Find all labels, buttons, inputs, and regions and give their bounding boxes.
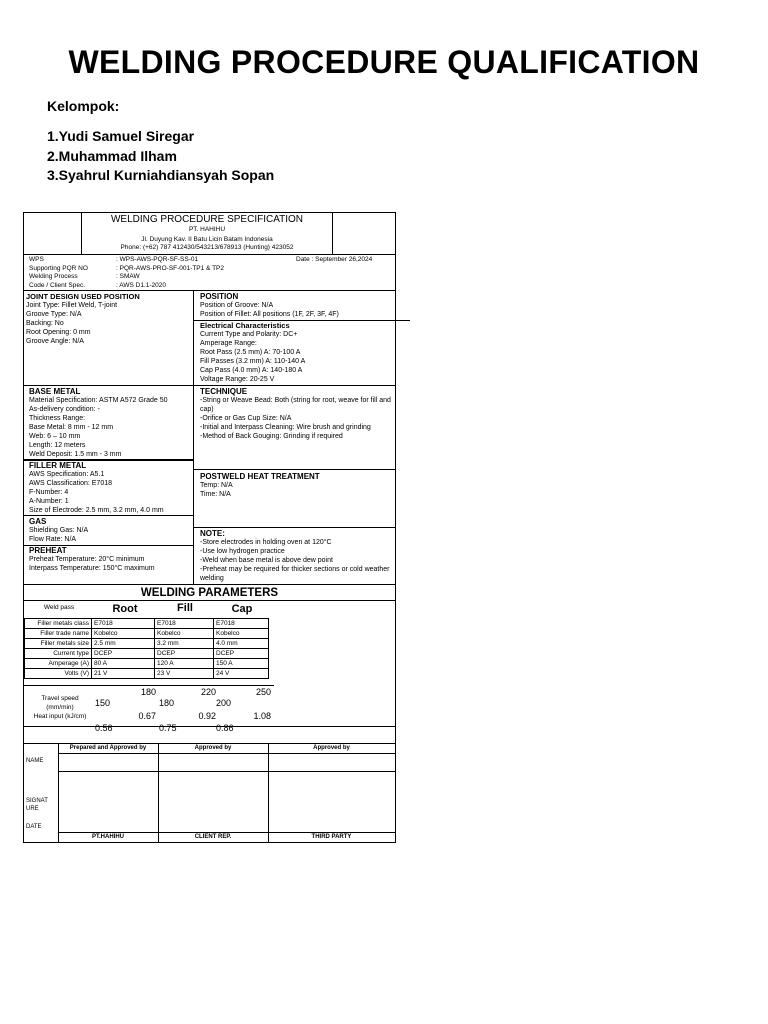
section-title: POSTWELD HEAT TREATMENT bbox=[200, 472, 320, 481]
approval-header: Prepared and Approved by bbox=[69, 745, 147, 751]
section-line: Flow Rate: N/A bbox=[29, 536, 77, 543]
gas-section bbox=[29, 517, 193, 544]
section-line: Groove Type: N/A bbox=[26, 311, 82, 318]
company-name: PT. HAHIHU bbox=[188, 226, 226, 233]
section-line: AWS Specification: A5.1 bbox=[29, 471, 105, 478]
company-phone: Phone: (+62) 787 412430/543213/678913 (Hunting) 423052 bbox=[120, 244, 294, 251]
cell: 80 A bbox=[92, 659, 155, 669]
table-row bbox=[25, 649, 269, 659]
approval-row-label: NAME bbox=[26, 758, 44, 764]
section-line: Voltage Range: 20-25 V bbox=[200, 376, 275, 383]
annotation-line bbox=[396, 320, 410, 321]
parameters-table bbox=[24, 618, 269, 679]
section-line: Base Metal: 8 mm - 12 mm bbox=[29, 424, 114, 431]
row-label: Volts (V) bbox=[25, 669, 92, 679]
approval-party: CLIENT REP. bbox=[194, 834, 232, 840]
section-line: Amperage Range: bbox=[200, 340, 257, 347]
section-line: Shielding Gas: N/A bbox=[29, 527, 89, 534]
member-item: 2.Muhammad Ilham bbox=[47, 147, 177, 164]
travel-speed-min: 150 bbox=[95, 698, 111, 708]
section-line: Backing: No bbox=[26, 320, 64, 327]
grid-line bbox=[58, 743, 59, 842]
section-line: Length: 12 meters bbox=[29, 442, 86, 449]
wps-form bbox=[23, 212, 396, 843]
cell: DCEP bbox=[214, 649, 269, 659]
section-line: As-delivery condition: - bbox=[29, 406, 100, 413]
section-line: Position of Fillet: All positions (1F, 2F, 3F, 4F) bbox=[200, 311, 339, 318]
column-fill: Fill bbox=[177, 602, 193, 614]
member-item: 1.Yudi Samuel Siregar bbox=[47, 128, 195, 144]
section-line: Root Pass (2.5 mm) A: 70-100 A bbox=[200, 349, 301, 356]
company-address: Jl. Duyung Kav. II Batu Licin Batam Indonesia bbox=[141, 236, 273, 243]
section-line: Cap Pass (4.0 mm) A: 140-180 A bbox=[200, 367, 303, 374]
section-line: Root Opening: 0 mm bbox=[26, 329, 91, 336]
preheat-section bbox=[29, 546, 193, 573]
section-line: Current Type and Polarity: DC+ bbox=[200, 331, 298, 338]
heat-input-label: Heat input (kJ/cm) bbox=[33, 713, 87, 720]
position-section bbox=[200, 292, 395, 319]
section-line: A-Number: 1 bbox=[29, 498, 69, 505]
divider bbox=[24, 685, 274, 686]
travel-speed-max: 180 bbox=[140, 687, 156, 697]
divider bbox=[194, 385, 395, 386]
base-metal-section bbox=[29, 387, 193, 459]
cell: E7018 bbox=[155, 619, 214, 629]
table-row bbox=[25, 639, 269, 649]
section-line: -Orifice or Gas Cup Size: N/A bbox=[200, 415, 292, 422]
heat-input-max: 1.08 bbox=[253, 711, 271, 721]
travel-speed-max: 220 bbox=[200, 687, 216, 697]
approval-row-label: DATE bbox=[26, 824, 42, 830]
section-line: Interpass Temperature: 150°C maximum bbox=[29, 565, 155, 572]
cell: 3.2 mm bbox=[155, 639, 214, 649]
section-title: TECHNIQUE bbox=[200, 387, 248, 396]
cell: 24 V bbox=[214, 669, 269, 679]
heat-input-min: 0.56 bbox=[95, 723, 113, 733]
column-root: Root bbox=[112, 603, 138, 615]
section-title: JOINT DESIGN USED POSITION bbox=[26, 292, 140, 301]
section-line: Weld Deposit: 1.5 mm - 3 mm bbox=[29, 451, 122, 458]
section-line: -Use low hydrogen practice bbox=[200, 548, 285, 555]
page-title: WELDING PROCEDURE QUALIFICATION bbox=[68, 44, 700, 80]
parameters-area bbox=[24, 601, 395, 733]
logo-box bbox=[24, 213, 82, 254]
grid-line bbox=[58, 753, 395, 754]
section-title: POSITION bbox=[200, 292, 239, 301]
heat-input-max: 0.92 bbox=[198, 711, 216, 721]
grid-line bbox=[58, 771, 395, 772]
section-title: BASE METAL bbox=[29, 387, 81, 396]
section-line: AWS Classification: E7018 bbox=[29, 480, 112, 487]
section-line: -Preheat may be required for thicker sections or cold weather welding bbox=[200, 566, 390, 582]
approval-party: PT.HAHIHU bbox=[91, 834, 124, 840]
section-line: -Store electrodes in holding oven at 120°C bbox=[200, 539, 332, 546]
cell: 150 A bbox=[214, 659, 269, 669]
section-line: Preheat Temperature: 20°C minimum bbox=[29, 556, 145, 563]
section-line: Fill Passes (3.2 mm) A: 110-140 A bbox=[200, 358, 306, 365]
cell: 4.0 mm bbox=[214, 639, 269, 649]
cell: 120 A bbox=[155, 659, 214, 669]
approval-row-label: SIGNAT URE bbox=[26, 798, 48, 812]
cell: Kobelco bbox=[92, 629, 155, 639]
electrical-section bbox=[200, 321, 395, 384]
section-title: NOTE: bbox=[200, 529, 225, 538]
row-label: Current type bbox=[25, 649, 92, 659]
info-labels bbox=[29, 256, 114, 290]
section-line: F-Number: 4 bbox=[29, 489, 69, 496]
approval-block bbox=[24, 743, 395, 842]
table-row bbox=[25, 619, 269, 629]
travel-speed-label: Travel speed (mm/min) bbox=[41, 695, 79, 711]
column-divider bbox=[193, 291, 194, 584]
cell: E7018 bbox=[214, 619, 269, 629]
info-block bbox=[24, 255, 395, 291]
cell: Kobelco bbox=[155, 629, 214, 639]
column-cap: Cap bbox=[231, 603, 253, 615]
section-line: Thickness Range: bbox=[29, 415, 86, 422]
divider bbox=[194, 527, 395, 528]
grid-line bbox=[268, 743, 269, 842]
note-section bbox=[200, 529, 393, 583]
info-value: : PQR-AWS-PRO-SF-001-TP1 & TP2 bbox=[116, 264, 224, 272]
pwht-section bbox=[200, 472, 395, 499]
divider bbox=[194, 469, 395, 470]
form-date: Date : September 26,2024 bbox=[296, 256, 373, 263]
travel-speed-min: 200 bbox=[216, 698, 232, 708]
section-line: -Initial and Interpass Cleaning: Wire brush and grinding bbox=[200, 424, 371, 431]
info-label: Welding Process bbox=[29, 273, 78, 280]
group-label: Kelompok: bbox=[47, 98, 120, 114]
approval-party: THIRD PARTY bbox=[311, 834, 352, 840]
info-label: Code / Client Spec. bbox=[29, 281, 86, 289]
section-title: FILLER METAL bbox=[29, 461, 87, 470]
table-row bbox=[25, 629, 269, 639]
joint-design-section bbox=[26, 292, 192, 346]
travel-speed-min: 180 bbox=[159, 698, 175, 708]
section-title: GAS bbox=[29, 517, 47, 526]
cell: DCEP bbox=[92, 649, 155, 659]
divider bbox=[24, 515, 193, 516]
info-values bbox=[116, 256, 291, 290]
info-value: : AWS D1.1-2020 bbox=[116, 281, 166, 289]
table-row bbox=[25, 669, 269, 679]
filler-metal-section bbox=[29, 461, 193, 515]
divider bbox=[24, 385, 193, 386]
row-label: Filler trade name bbox=[25, 629, 92, 639]
section-line: Groove Angle: N/A bbox=[26, 338, 84, 345]
weld-pass-label: Weld pass bbox=[43, 604, 75, 611]
technique-section bbox=[200, 387, 395, 441]
header-right-box bbox=[332, 213, 395, 254]
section-line: Web: 6 – 10 mm bbox=[29, 433, 81, 440]
cell: 2.5 mm bbox=[92, 639, 155, 649]
info-label: WPS bbox=[29, 256, 44, 263]
section-line: Joint Type: Fillet Weld, T-joint bbox=[26, 302, 118, 309]
section-title: PREHEAT bbox=[29, 546, 67, 555]
section-line: Material Specification: ASTM A572 Grade 50 bbox=[29, 397, 168, 404]
divider bbox=[24, 726, 395, 727]
section-line: -Method of Back Gouging: Grinding if required bbox=[200, 433, 343, 440]
travel-speed-max: 250 bbox=[255, 687, 271, 697]
cell: E7018 bbox=[92, 619, 155, 629]
heat-input-min: 0.86 bbox=[216, 723, 234, 733]
section-line: -String or Weave Bead: Both (string for root, weave for fill and cap) bbox=[200, 397, 391, 413]
section-title: Electrical Characteristics bbox=[200, 321, 290, 330]
info-label: Supporting PQR NO bbox=[29, 264, 88, 272]
form-title: WELDING PROCEDURE SPECIFICATION bbox=[110, 214, 304, 225]
section-line: -Weld when base metal is above dew point bbox=[200, 557, 333, 564]
section-line: Time: N/A bbox=[200, 491, 231, 498]
form-header bbox=[24, 213, 395, 255]
parameters-title: WELDING PARAMETERS bbox=[24, 584, 395, 601]
row-label: Amperage (A) bbox=[25, 659, 92, 669]
info-value: : SMAW bbox=[116, 273, 140, 280]
section-line: Size of Electrode: 2.5 mm, 3.2 mm, 4.0 mm bbox=[29, 507, 164, 514]
heat-input-min: 0.75 bbox=[159, 723, 177, 733]
heat-input-max: 0.67 bbox=[138, 711, 156, 721]
cell: DCEP bbox=[155, 649, 214, 659]
grid-line bbox=[158, 743, 159, 842]
row-label: Filler metals size bbox=[25, 639, 92, 649]
info-value: : WPS-AWS-PQR-SF-SS-01 bbox=[116, 256, 199, 263]
member-list bbox=[47, 127, 274, 186]
cell: 21 V bbox=[92, 669, 155, 679]
cell: 23 V bbox=[155, 669, 214, 679]
member-item: 3.Syahrul Kurniahdiansyah Sopan bbox=[47, 167, 275, 183]
approval-header: Approved by bbox=[313, 745, 350, 751]
section-line: Position of Groove: N/A bbox=[200, 302, 274, 309]
cell: Kobelco bbox=[214, 629, 269, 639]
table-row bbox=[25, 659, 269, 669]
section-line: Temp: N/A bbox=[200, 482, 233, 489]
row-label: Filler metals class bbox=[25, 619, 92, 629]
approval-header: Approved by bbox=[194, 745, 232, 751]
